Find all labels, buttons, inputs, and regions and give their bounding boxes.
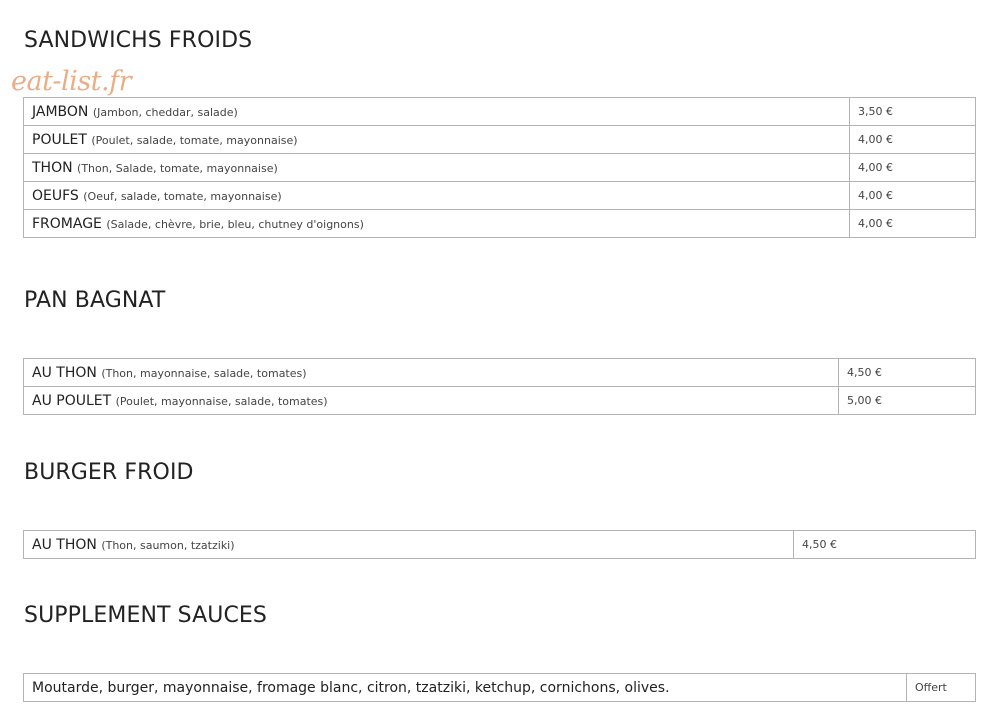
table-row — [24, 98, 976, 126]
item-description: (Thon, Salade, tomate, mayonnaise) — [77, 161, 278, 175]
item-name-cell — [24, 182, 850, 210]
item-description: (Oeuf, salade, tomate, mayonnaise) — [83, 189, 282, 203]
table-row — [24, 126, 976, 154]
menu-table — [23, 673, 976, 702]
item-price: 4,00 € — [850, 182, 976, 210]
table-row — [24, 531, 976, 559]
item-price: 4,00 € — [850, 154, 976, 182]
item-name-cell — [24, 98, 850, 126]
section-title: SUPPLEMENT SAUCES — [24, 603, 267, 628]
item-name: FROMAGE — [32, 215, 102, 232]
item-name: OEUFS — [32, 187, 79, 204]
item-name: AU POULET — [32, 392, 112, 409]
watermark: eat-list.fr — [11, 66, 132, 97]
section-title: PAN BAGNAT — [24, 288, 166, 313]
item-price: 5,00 € — [839, 387, 976, 415]
item-name: THON — [32, 159, 73, 176]
section-title: SANDWICHS FROIDS — [24, 28, 253, 53]
item-description: (Poulet, salade, tomate, mayonnaise) — [91, 133, 298, 147]
item-description: (Poulet, mayonnaise, salade, tomates) — [115, 394, 328, 408]
item-name: AU THON — [32, 364, 97, 381]
item-name-cell — [24, 674, 907, 702]
item-price: 4,50 € — [839, 359, 976, 387]
item-name-cell — [24, 126, 850, 154]
section-title: BURGER FROID — [24, 460, 194, 485]
item-name-cell — [24, 359, 839, 387]
item-description: (Thon, mayonnaise, salade, tomates) — [101, 366, 307, 380]
item-name: AU THON — [32, 536, 97, 553]
menu-table — [23, 530, 976, 559]
table-row — [24, 674, 976, 702]
item-price: 3,50 € — [850, 98, 976, 126]
item-description: (Jambon, cheddar, salade) — [92, 105, 238, 119]
menu-table — [23, 358, 976, 415]
item-name: POULET — [32, 131, 87, 148]
item-description: (Thon, saumon, tzatziki) — [101, 538, 235, 552]
item-name: Moutarde, burger, mayonnaise, fromage blanc, citron, tzatziki, ketchup, cornichons, olives. — [32, 679, 670, 696]
table-row — [24, 210, 976, 238]
item-description: (Salade, chèvre, brie, bleu, chutney d'oignons) — [106, 217, 364, 231]
table-row — [24, 154, 976, 182]
table-row — [24, 387, 976, 415]
item-name-cell — [24, 154, 850, 182]
table-row — [24, 182, 976, 210]
item-name-cell — [24, 387, 839, 415]
item-name: JAMBON — [32, 103, 89, 120]
item-name-cell — [24, 531, 794, 559]
item-price: 4,00 € — [850, 210, 976, 238]
table-row — [24, 359, 976, 387]
item-price: 4,50 € — [794, 531, 976, 559]
item-price: 4,00 € — [850, 126, 976, 154]
menu-table — [23, 97, 976, 238]
item-name-cell — [24, 210, 850, 238]
item-price: Offert — [907, 674, 976, 702]
